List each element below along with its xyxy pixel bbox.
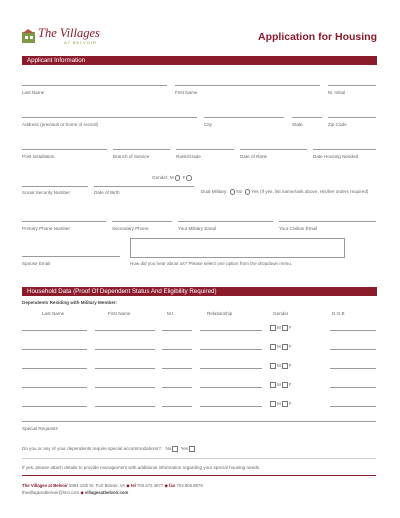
- dependent-field[interactable]: [330, 349, 376, 350]
- dependent-gender: M F: [269, 325, 292, 331]
- date-housing-label: Date Housing Needed: [313, 154, 359, 159]
- dependent-gender: M F: [269, 344, 292, 350]
- address-label: Address (previous or home of record): [22, 122, 99, 127]
- dependents-subtitle: Dependents Residing with Military Member:: [22, 300, 118, 305]
- accommodations-no-checkbox[interactable]: [172, 446, 178, 452]
- spouse-email-label: Spouse Email: [22, 261, 51, 266]
- gender-m-checkbox[interactable]: [270, 363, 276, 369]
- col-gender: Gender: [273, 311, 289, 316]
- last-name-label: Last Name: [22, 90, 45, 95]
- dependent-gender: M F: [269, 401, 292, 407]
- date-of-rank-label: Date of Rank: [240, 154, 267, 159]
- footer-website-link[interactable]: villagesatbelvoir.com: [84, 490, 129, 495]
- accommodations-question: Do you or any of your dependents require special accommodations?: No Yes: [22, 446, 196, 452]
- dependent-field[interactable]: [200, 368, 262, 369]
- footer-line-2: thevillagesatbelvoir@lmo.com ◆ villagesatbelvoir.com: [22, 490, 129, 495]
- dependent-field[interactable]: [330, 406, 376, 407]
- gender-m-checkbox[interactable]: [270, 344, 276, 350]
- secondary-phone-label: Secondary Phone: [112, 226, 149, 231]
- dependent-field[interactable]: [22, 387, 87, 388]
- col-first-name: First Name: [108, 311, 131, 316]
- how-heard-dropdown[interactable]: [130, 238, 345, 258]
- dependent-field[interactable]: [22, 406, 87, 407]
- col-mi: M.I.: [167, 311, 175, 316]
- logo: [22, 26, 102, 48]
- dependent-gender: M F: [269, 363, 292, 369]
- section-household-data: Household Data (Proof Of Dependent Status And Eligibility Required): [22, 287, 377, 296]
- gender-f-checkbox[interactable]: [282, 401, 288, 407]
- gender-f-checkbox[interactable]: [282, 344, 288, 350]
- dependent-field[interactable]: [22, 349, 87, 350]
- dual-military-field: Dual Military: No Yes (If yes, list name/rank above. His/her orders required): [201, 189, 369, 195]
- dependent-field[interactable]: [200, 387, 262, 388]
- dependent-field[interactable]: [95, 349, 155, 350]
- dependent-field[interactable]: [330, 387, 376, 388]
- dependent-field[interactable]: [95, 406, 155, 407]
- dependent-field[interactable]: [162, 406, 192, 407]
- post-installation-label: Post Installation: [22, 154, 55, 159]
- col-last-name: Last Name: [42, 311, 65, 316]
- state-label: State: [292, 122, 303, 127]
- dependent-field[interactable]: [162, 330, 192, 331]
- primary-phone-label: Primary Phone Number: [22, 226, 70, 231]
- gender-field: Gender: M F: [152, 175, 193, 181]
- gender-f-radio[interactable]: [186, 175, 192, 181]
- dependent-field[interactable]: [200, 406, 262, 407]
- how-heard-label: How did you hear about us? Please select one option from the dropdown menu.: [130, 261, 293, 266]
- dependent-field[interactable]: [200, 349, 262, 350]
- gender-m-checkbox[interactable]: [270, 401, 276, 407]
- dual-no-radio[interactable]: [230, 189, 236, 195]
- zip-label: Zip Code: [328, 122, 347, 127]
- gender-f-checkbox[interactable]: [282, 382, 288, 388]
- branch-label: Branch of Service: [113, 154, 150, 159]
- dual-yes-radio[interactable]: [245, 189, 251, 195]
- gender-m-checkbox[interactable]: [270, 325, 276, 331]
- special-requests-label: Special Requests: [22, 426, 58, 431]
- villages-logo-icon: [22, 28, 38, 46]
- accommodations-yes-checkbox[interactable]: [189, 446, 195, 452]
- dependent-field[interactable]: [330, 330, 376, 331]
- dependent-field[interactable]: [95, 368, 155, 369]
- section-applicant-info: Applicant Information: [22, 56, 377, 65]
- dependent-field[interactable]: [162, 387, 192, 388]
- dependent-field[interactable]: [22, 330, 87, 331]
- logo-title: The Villages: [38, 26, 100, 40]
- col-relationship: Relationship: [207, 311, 233, 316]
- middle-initial-label: M. Initial: [328, 90, 346, 95]
- dob-label: Date of Birth: [94, 190, 120, 195]
- first-name-label: First Name: [175, 90, 198, 95]
- military-email-label: Your Military Email: [178, 226, 216, 231]
- footer-email-link[interactable]: thevillagesatbelvoir@lmo.com: [22, 490, 80, 495]
- attach-note: If yes, please attach details to provide management with additional information regarding your special housing needs.: [22, 465, 261, 470]
- dependent-field[interactable]: [162, 349, 192, 350]
- dependent-field[interactable]: [200, 330, 262, 331]
- logo-subtitle: AT BELVOIR: [64, 40, 97, 45]
- dependent-field[interactable]: [162, 368, 192, 369]
- gender-f-checkbox[interactable]: [282, 325, 288, 331]
- gender-f-checkbox[interactable]: [282, 363, 288, 369]
- dependent-field[interactable]: [95, 330, 155, 331]
- dependent-field[interactable]: [330, 368, 376, 369]
- ssn-label: Social Security Number: [22, 190, 70, 195]
- gender-m-checkbox[interactable]: [270, 382, 276, 388]
- city-label: City: [204, 122, 212, 127]
- dependent-gender: M F: [269, 382, 292, 388]
- civilian-email-label: Your Civilian Email: [279, 226, 318, 231]
- col-dob: D.O.B: [332, 311, 345, 316]
- rank-label: Rank/Grade: [176, 154, 201, 159]
- form-title: Application for Housing: [258, 31, 377, 43]
- gender-m-radio[interactable]: [175, 175, 181, 181]
- dependent-field[interactable]: [22, 368, 87, 369]
- dependent-field[interactable]: [95, 387, 155, 388]
- footer-line-1: The Villages at Belvoir 5994 12th St. Fort Belvoir, VA ◆ tel 703.672.3877 ◆ fax 703.805.9878: [22, 483, 203, 488]
